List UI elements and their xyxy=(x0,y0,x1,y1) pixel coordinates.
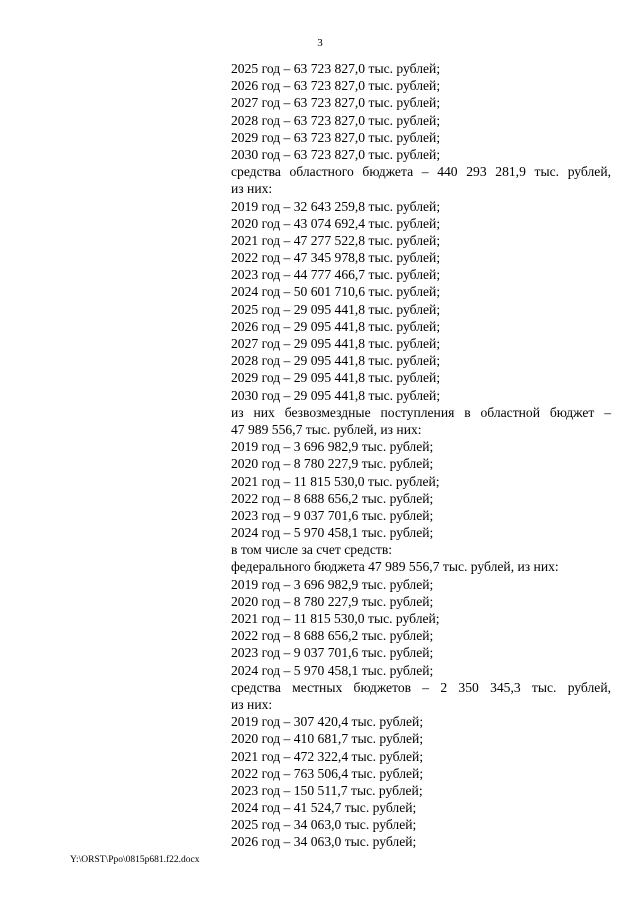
text-line: 2024 год – 50 601 710,6 тыс. рублей; xyxy=(231,284,441,300)
text-line: 2024 год – 5 970 458,1 тыс. рублей; xyxy=(231,525,434,541)
text-line: 2029 год – 29 095 441,8 тыс. рублей; xyxy=(231,370,441,386)
text-line: 2024 год – 5 970 458,1 тыс. рублей; xyxy=(231,662,434,678)
file-path-footer: Y:\ORST\Ppo\0815p681.f22.docx xyxy=(70,855,200,865)
text-line: 2027 год – 29 095 441,8 тыс. рублей; xyxy=(231,336,441,351)
text-line: 2030 год – 29 095 441,8 тыс. рублей; xyxy=(231,387,441,403)
text-line: 2019 год – 3 696 982,9 тыс. рублей; xyxy=(231,439,434,455)
text-line: 2020 год – 410 681,7 тыс. рублей; xyxy=(231,731,424,747)
text-line: 2028 год – 29 095 441,8 тыс. рублей; xyxy=(231,353,441,369)
text-line: 2021 год – 11 815 530,0 тыс. рублей; xyxy=(231,611,440,626)
text-line: 2022 год – 8 688 656,2 тыс. рублей; xyxy=(231,490,434,506)
text-line: 2026 год – 63 723 827,0 тыс. рублей; xyxy=(231,78,441,94)
text-line: 2019 год – 32 643 259,8 тыс. рублей; xyxy=(231,198,441,214)
text-line: 2026 год – 34 063,0 тыс. рублей; xyxy=(231,834,417,850)
text-line: 2030 год – 63 723 827,0 тыс. рублей; xyxy=(231,146,441,162)
text-line: 2025 год – 29 095 441,8 тыс. рублей; xyxy=(231,301,441,317)
text-line: федерального бюджета 47 989 556,7 тыс. рублей, из них: xyxy=(231,559,559,575)
text-line: 2022 год – 47 345 978,8 тыс. рублей; xyxy=(231,250,441,266)
text-line: 2026 год – 29 095 441,8 тыс. рублей; xyxy=(231,318,441,334)
text-line: 2020 год – 43 074 692,4 тыс. рублей; xyxy=(231,215,441,231)
text-line: 2021 год – 472 322,4 тыс. рублей; xyxy=(231,748,424,764)
text-line: 2023 год – 44 777 466,7 тыс. рублей; xyxy=(231,267,441,283)
text-line: из них безвозмездные поступления в областной бюджет – xyxy=(231,404,611,420)
text-line: 2025 год – 63 723 827,0 тыс. рублей; xyxy=(231,61,441,76)
text-line: средства местных бюджетов – 2 350 345,3 тыс. рублей, xyxy=(231,679,611,695)
text-line: 2021 год – 11 815 530,0 тыс. рублей; xyxy=(231,473,440,489)
text-line: 2023 год – 150 511,7 тыс. рублей; xyxy=(231,782,423,798)
text-line: 2023 год – 9 037 701,6 тыс. рублей; xyxy=(231,645,434,661)
text-line: средства областного бюджета – 440 293 281,9 тыс. рублей, xyxy=(231,164,611,180)
document-body xyxy=(231,60,611,851)
text-line: 2022 год – 8 688 656,2 тыс. рублей; xyxy=(231,628,434,644)
text-line: 2024 год – 41 524,7 тыс. рублей; xyxy=(231,800,417,816)
text-line: 2020 год – 8 780 227,9 тыс. рублей; xyxy=(231,456,434,472)
text-line: 47 989 556,7 тыс. рублей, из них: xyxy=(231,421,422,437)
text-line: 2019 год – 307 420,4 тыс. рублей; xyxy=(231,714,424,730)
text-line: 2023 год – 9 037 701,6 тыс. рублей; xyxy=(231,507,434,523)
text-line: 2021 год – 47 277 522,8 тыс. рублей; xyxy=(231,232,441,248)
text-line: 2020 год – 8 780 227,9 тыс. рублей; xyxy=(231,593,434,609)
text-line: из них: xyxy=(231,696,273,712)
text-line: 2027 год – 63 723 827,0 тыс. рублей; xyxy=(231,95,441,111)
text-line: 2025 год – 34 063,0 тыс. рублей; xyxy=(231,817,417,833)
text-line: 2019 год – 3 696 982,9 тыс. рублей; xyxy=(231,576,434,592)
text-line: 2022 год – 763 506,4 тыс. рублей; xyxy=(231,765,424,781)
text-line: из них: xyxy=(231,181,273,197)
text-line: 2029 год – 63 723 827,0 тыс. рублей; xyxy=(231,129,441,145)
text-line: 2028 год – 63 723 827,0 тыс. рублей; xyxy=(231,112,441,128)
page-number: 3 xyxy=(317,37,323,49)
text-line: в том числе за счет средств: xyxy=(231,542,393,558)
